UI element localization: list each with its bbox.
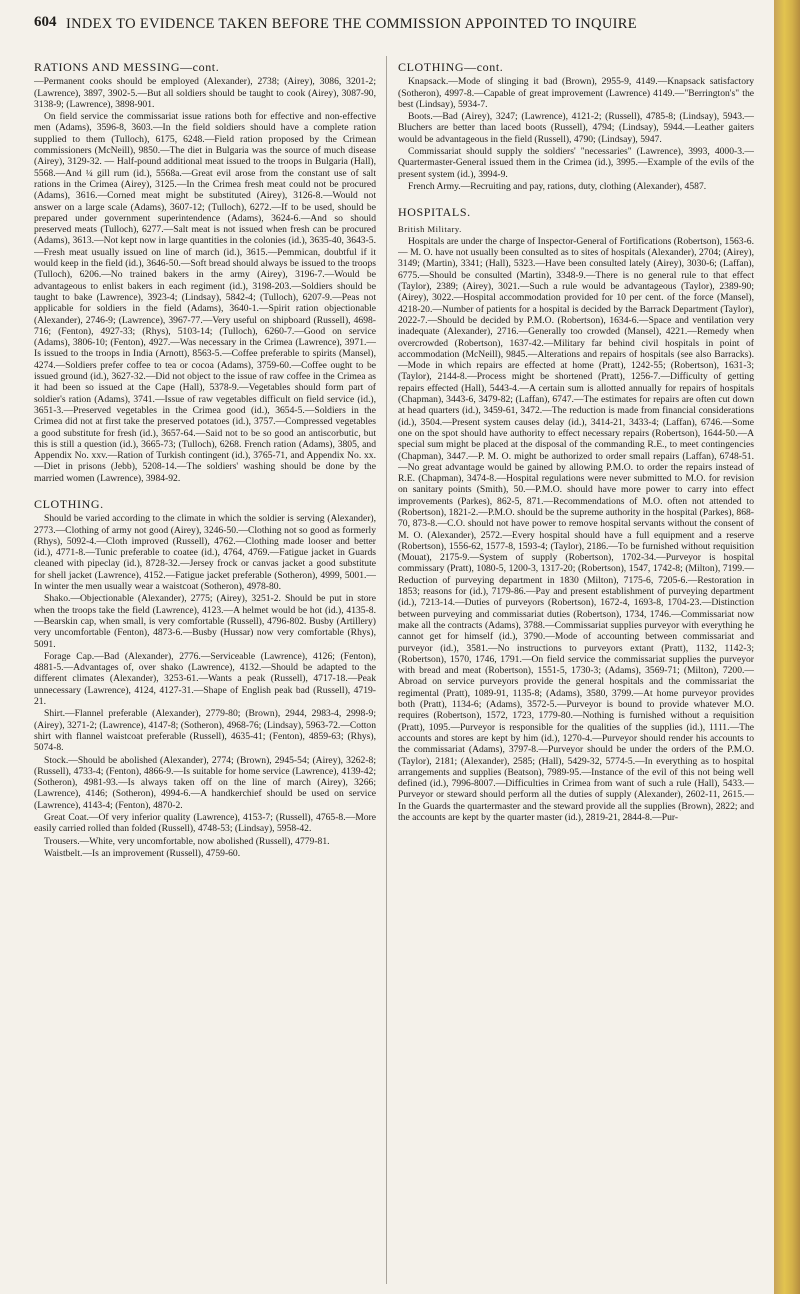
index-entry: Great Coat.—Of very inferior quality (Lawrence), 4153-7; (Russell), 4765-8.—More easily carried rolled than folded (Russell), 4748-53; (Lindsay), 5958-42. bbox=[34, 812, 376, 835]
index-entry: Forage Cap.—Bad (Alexander), 2776.—Serviceable (Lawrence), 4126; (Fenton), 4881-5.—Advantages of, over shako (Lawrence), 4132.—Should be adapted to the different climates (Alexander), 3253-61.—Wants a peak (Russell), 4717-18.—Peak unnecessary (Lawrence), 4124, 4127-31.—Shape of English peak bad (Russell), 4719-21. bbox=[34, 650, 376, 708]
section-rations-messing bbox=[34, 62, 376, 484]
left-column bbox=[34, 62, 376, 1284]
index-entry: French Army.—Recruiting and pay, rations, duty, clothing (Alexander), 4587. bbox=[408, 180, 707, 192]
index-entry: Boots.—Bad (Airey), 3247; (Lawrence), 4121-2; (Russell), 4785-8; (Lindsay), 5943.—Bluchers are better than laced boots (Russell), 4794; (Lindsay), 5944.—Leather gaiters would be advantageous in the field (Russell), 4790; (Lindsay), 5947. bbox=[398, 111, 754, 145]
page-header bbox=[0, 14, 780, 38]
section-clothing bbox=[34, 496, 376, 859]
section-title: CLOTHING. bbox=[34, 496, 104, 511]
right-column bbox=[398, 62, 754, 1284]
index-entry: Hospitals are under the charge of Inspector-General of Fortifications (Robertson), 1563-6. — M. O. have not usually been consulted as to sites of hospitals (Alexander), 2704; (Airey), 3149; (Martin), 3341; (Hall), 5323.—Have been consulted lately (Airey), 3030-6; (Laffan), 6775.—Should be consulted (Martin), 3348-9.—There is no general rule to that effect (Taylor), 2389; (Airey), 3021.—Such a rule would be advantageous (Taylor), 2389-90; (Airey), 3022.—Hospital accommodation provided for 10 per cent. of the force (Mansel), 4218-20.—Number of patients for a hospital is decided by the Barrack Department (Taylor), 2022-7.—Should be decided by P.M.O. (Robertson), 1634-6.—Space and ventilation very inadequate (Alexander), 2716.—Generally too crowded (Mansel), 4221.—Remedy when overcrowded (Robertson), 1637-42.—Military far behind civil hospitals in point of accommodation (McNeill), 9845.—Alterations and repairs of hospitals (see also Barracks).—Mode in which repairs are effected at home (Pratt), 1242-55; (Robertson), 1631-3; (Taylor), 2144-8.—Process might be shortened (Pratt), 1256-7.—Difficulty of getting repairs effected (Hall), 5443-4.—A certain sum is allotted annually for repairs of hospitals (Chapman), 3443-6, 3479-82; (Laffan), 6747.—The estimates for repairs are often cut down at head quarters (id.), 3459-61, 3472.—The reduction is made from financial considerations (id.), 3504.—Present system causes delay (id.), 3414-21, 3433-4; (Laffan), 6746.—Some one on the spot should have authority to effect necessary repairs (Robertson), 1644-50.—A special sum might be placed at the disposal of the commanding R.E., to meet contingencies (Chapman), 3447.—P. M. O. might be authorized to order small repairs (Laffan), 6748-51.—No great advantage would be gained by allowing P.M.O. to order the repairs instead of R.E. (Chapman), 3474-8.—Hospital regulations were never submitted to M.O. for revision on sanitary points (Smith), 50.—P.M.O. should have more power to carry into effect improvements (Parkes), 862-5, 871.—Recommendations of M.O. often not attended to (Robertson), 1821-2.—P.M.O. should be the supreme authority in the hospital (Parkes), 868-70, 873-8.—C.O. should not have power to remove hospital servants without the consent of M. O. (Alexander), 2572.—Every hospital should have a full equipment and a reserve (Robertson), 1556-62, 1577-8, 1593-4; (Taylor), 2186.—To be furnished without requisition (Mouat), 2175-9.—System of supply (Robertson), 1702-34.—Purveyor is hospital commissary (Pratt), 1080-5, 1200-3, 1317-20; (Robertson), 1547, 1742-8; (Milton), 7199.—Reduction of purveying department in 1830 (Milton), 7175-6, 7205-6.—Restoration in 1853; reasons for (id.), 7179-86.—Pay and present establishment of purveying department (id.), 7213-14.—Duties of purveyors (Robertson), 1672-4, 1693-8, 1704-23.—Distinction between purveying and commissariat duties (Robertson), 1734, 1746.—Commissariat now make all the contracts (Adams), 3788.—Commissariat supplies purveyor with everything he cannot get for himself (id.), 3790.—Mode of accounting between commissariat and purveyor (id.), 3581.—No instructions to purveyors extant (Pratt), 1132, 1142-3; (Robertson), 1570, 1746, 1791.—On field service the commissariat supplies the purveyor with bread and meat (Robertson), 1551-5, 1730-3; (Adams), 3569-71; (Milton), 7200.—Abroad on service purveyors provide the general hospitals and the commissariat the regimental (Pratt), 1089-91, 1135-8; (Adams), 3580, 3799.—At home purveyor provides both (Pratt), 1134-6; (Adams), 3572-5.—Purveyor is bound to provide whatever M.O. requires (Robertson), 1572, 1723, 1779-80.—Nothing is furnished without a requisition (Pratt), 1095.—Purveyor is responsible for the qualities of the supplies (id.), 1111.—The accounts and stores are kept by him (id.), 1270-4.—Purveyor should render his accounts to the commissariat (Adams), 3797-8.—Purveyor should be under the orders of the P.M.O. (Taylor), 2181; (Alexander), 2585; (Hall), 5429-32, 5774-5.—In everything as to hospital arrangements and supplies (Beatson), 7989-95.—Instance of the evil of this not being well defined (id.), 7996-8007.—Difficulties in Crimea from want of such a rule (Hall), 5433.—Purveyor or steward should perform all the duties of supply (Alexander), 2602-11, 2615.—In the Guards the quartermaster and the steward provide all the supplies (Brown), 2822; and the accounts are kept by the quarter master (id.), 2819-21, 2844-8.—Pur- bbox=[398, 235, 754, 823]
section-title: HOSPITALS. bbox=[398, 205, 471, 220]
index-entry: Trousers.—White, very uncomfortable, now abolished (Russell), 4779-81. bbox=[44, 835, 330, 847]
index-entry: Shirt.—Flannel preferable (Alexander), 2779-80; (Brown), 2944, 2983-4, 2998-9; (Airey), 3271-2; (Lawrence), 4147-8; (Sotheron), 4968-76; (Lindsay), 5963-72.—Cotton shirt with flannel waistcoat preferable (Russell), 4635-41; (Fenton), 4859-63; (Rhys), 5074-8. bbox=[34, 708, 376, 754]
index-entry: Knapsack.—Mode of slinging it bad (Brown), 2955-9, 4149.—Knapsack satisfactory (Sotheron), 4997-8.—Capable of great improvement (Lawrence) 4149.—"Berrington's" the best (Lindsay), 5934-7. bbox=[398, 76, 754, 110]
section-clothing-continued bbox=[398, 62, 754, 192]
index-entry: Waistbelt.—Is an improvement (Russell), 4759-60. bbox=[44, 847, 241, 859]
page-edge-decoration bbox=[774, 0, 800, 1294]
section-hospitals bbox=[398, 207, 754, 823]
section-title: CLOTHING—cont. bbox=[398, 62, 504, 74]
index-entry: Should be varied according to the climate in which the soldier is serving (Alexander), 2773.—Clothing of army not good (Airey), 3246-50.—Clothing not so good as formerly (Rhys), 5092-4.—Cloth improved (Russell), 4762.—Clothing made looser and better (id.), 4771-8.—Tunic preferable to coatee (id.), 4764, 4769.—Fatigue jacket in Guards cleaned with pipeclay (id.), 8728-32.—Jersey frock or canvas jacket a good substitute for shell jacket (Lawrence), 4152.—Fatigue jacket preferable (Sotheron), 4999, 5001.—In winter the men usually wear a waistcoat (Sotheron), 4978-80. bbox=[34, 513, 376, 593]
subsection-title: British Military. bbox=[398, 223, 462, 234]
page-number: 604 bbox=[34, 14, 57, 30]
index-entry: —Permanent cooks should be employed (Alexander), 2738; (Airey), 3086, 3201-2; (Lawrence), 3897, 3902-5.—But all soldiers should be taught to cook (Airey), 3087-90, 3138-9; (Lawrence), 3898-901. bbox=[34, 76, 376, 110]
index-entry: Stock.—Should be abolished (Alexander), 2774; (Brown), 2945-54; (Airey), 3262-8; (Russell), 4733-4; (Fenton), 4866-9.—Is suitable for home service (Lawrence), 4139-42; (Sotheron), 4981-93.—Is always taken off on the line of march (Airey), 3266; (Lawrence), 4146; (Sotheron), 4994-6.—A handkerchief should be used on service (Lawrence), 4143-4; (Fenton), 4870-2. bbox=[34, 754, 376, 811]
index-entry: Commissariat should supply the soldiers' "necessaries" (Lawrence), 3993, 4000-3.—Quartermaster-General issued them in the Crimea (id.), 3995.—Example of the evils of the present system (id.), 3994-9. bbox=[398, 146, 754, 180]
section-title: RATIONS AND MESSING—cont. bbox=[34, 62, 220, 74]
running-head: INDEX TO EVIDENCE TAKEN BEFORE THE COMMISSION APPOINTED TO INQUIRE bbox=[66, 16, 637, 32]
column-divider bbox=[386, 56, 387, 1284]
index-entry: Shako.—Objectionable (Alexander), 2775; (Airey), 3251-2. Should be put in store when the troops take the field (Lawrence), 4123.—A helmet would be hot (id.), 4135-8.—Bearskin cap, when small, is very comfortable (Russell), 4796-802. Busby (Artillery) very uncomfortable (Fenton), 4873-6.—Busby (Hussar) now very comfortable (Rhys), 5091. bbox=[34, 593, 376, 650]
index-entry: On field service the commissariat issue rations both for effective and non-effective men (Adams), 3596-8, 3603.—In the field soldiers should have a complete ration supplied to them (Tulloch), 6175, 6248.—Field ration proposed by the Crimean commissioners (McNeill), 9850.—The diet in Bulgaria was the source of much disease (Airey), 3129-32. — Half-pound additional meat issued to the troops in Bulgaria (Hall), 5568.—And ¼ gill rum (id.), 5568a.—Great evil arose from the constant use of salt rations in the Crimea (Airey), 3125.—In the Crimea fresh meat could not be procured (Adams), 3616.—Corned meat might be substituted (Airey), 3126-8.—Would not answer on a large scale (Adams), 3607-12; (Tulloch), 6272.—If to be used, should be prepared under government superintendence (Adams), 3624-6.—And so should preserved meats (Tulloch), 6277.—Salt meat is not issued when fresh can be procured (Adams), 3613.—Not kept now in large quantities in the colonies (id.), 3635-40, 3643-5.—Fresh meat usually issued on line of march (id.), 3615.—Pemmican, doubtful if it would keep in the field (id.), 3646-50.—Soft bread should always be issued to the troops (Tulloch), 6206.—No trained bakers in the army (Airey), 3196-7.—Would be advantageous to enlist bakers in each regiment (id.), 3198-203.—Soldiers should be taught to bake (Lawrence), 3923-4; (Lindsay), 5842-4; (Tulloch), 6207-9.—Peas not applicable for soldiers in the field (Adams), 3640-1.—Spirit ration objectionable (Alexander), 2746-9; (Lawrence), 3967-77.—Very useful on shipboard (Russell), 4698-716; (Fenton), 4927-33; (Rhys), 5103-14; (Tulloch), 6260-7.—Good on service (Adams), 3806-10; (Fenton), 4927.—Was necessary in the Crimea (Lawrence), 3971.—Is issued to the troops in India (Arnott), 8563-5.—Coffee preferable to spirits (Mansel), 4274.—Soldiers prefer coffee to tea or cocoa (Adams), 3759-60.—Coffee ought to be issued ground (id.), 3627-32.—Did not object to the issue of raw coffee in the Crimea as it had been so issued at the Cape (Hall), 5378-9.—Vegetables should form part of soldier's ration (Adams), 3741.—Issue of raw vegetables difficult on field service (id.), 3651-3.—Preserved vegetables in the Crimea good (id.), 3654-5.—Soldiers in the Crimea did not at first take the preserved potatoes (id.), 3757.—Compressed vegetables a good substitute for fresh (id.), 3657-64.—Said not to be so good an antiscorbutic, but this is still a question (id.), 3665-73; (Tulloch), 6268. French ration (Adams), 3805, and Appendix No. xxv.—Ration of Turkish contingent (id.), 3765-71, and Appendix No. xx.—Diet in prisons (Jebb), 5208-14.—The soldiers' washing should be done by the married women (Lawrence), 3984-92. bbox=[34, 111, 376, 484]
